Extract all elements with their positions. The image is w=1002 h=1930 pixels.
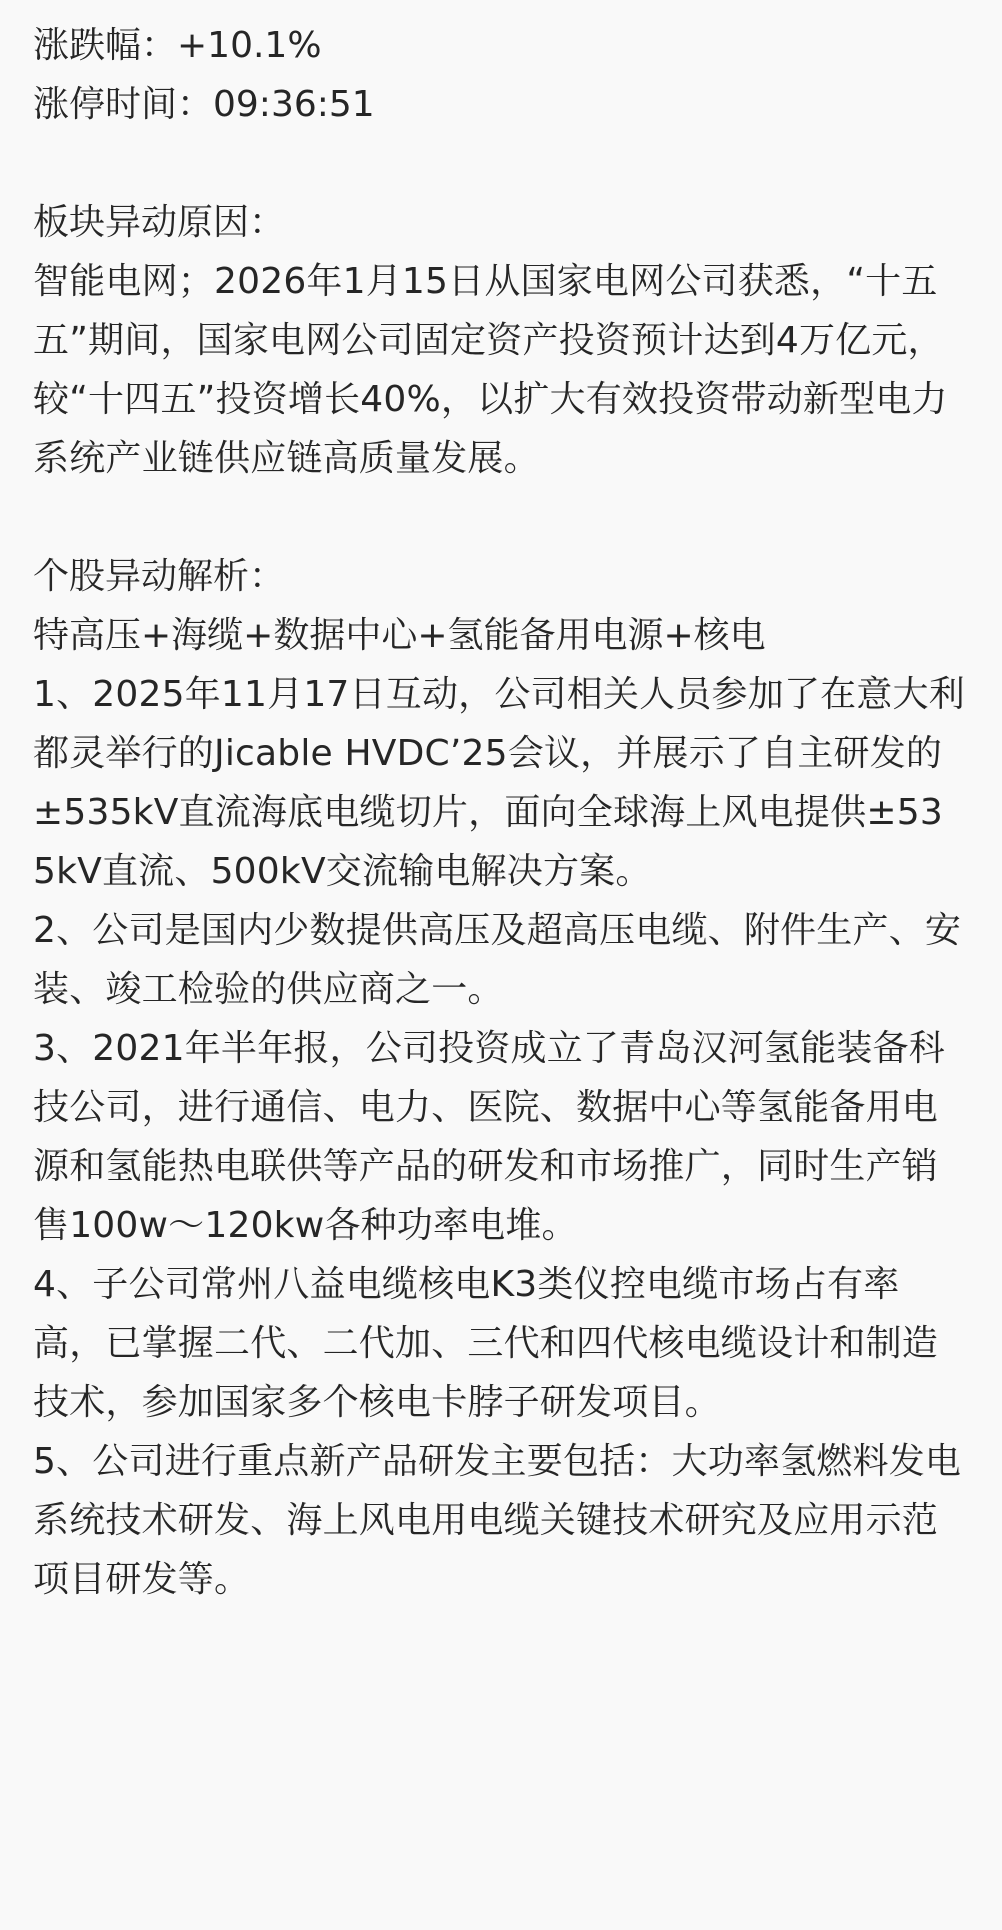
analysis-item: 5、公司进行重点新产品研发主要包括：大功率氢燃料发电系统技术研发、海上风电用电缆关键技术研究及应用示范项目研发等。 <box>33 1441 962 1600</box>
blank-line <box>33 134 966 193</box>
sector-reason-body: 智能电网；2026年1月15日从国家电网公司获悉，“十五五”期间，国家电网公司固定资产投资预计达到4万亿元，较“十四五”投资增长40%，以扩大有效投资带动新型电力系统产业链供应链高质量发展。 <box>33 261 948 479</box>
analysis-item: 2、公司是国内少数提供高压及超高压电缆、附件生产、安装、竣工检验的供应商之一。 <box>33 910 962 1010</box>
price-change-line: 涨跌幅：+10.1% <box>33 25 322 66</box>
blank-line <box>33 488 966 547</box>
analysis-item: 3、2021年半年报，公司投资成立了青岛汉河氢能装备科技公司，进行通信、电力、医院、数据中心等氢能备用电源和氢能热电联供等产品的研发和市场推广，同时生产销售100w～120kw各种功率电堆。 <box>33 1028 945 1246</box>
limit-up-time-line: 涨停时间：09:36:51 <box>33 84 375 125</box>
sector-reason-heading: 板块异动原因： <box>33 202 286 243</box>
analysis-item: 4、子公司常州八益电缆核电K3类仪控电缆市场占有率高，已掌握二代、二代加、三代和四代核电缆设计和制造技术，参加国家多个核电卡脖子研发项目。 <box>33 1264 939 1423</box>
analysis-item: 1、2025年11月17日互动，公司相关人员参加了在意大利都灵举行的Jicable HVDC’25会议，并展示了自主研发的±535kV直流海底电缆切片，面向全球海上风电提供±535kV直流、500kV交流输电解决方案。 <box>33 674 965 892</box>
stock-tags: 特高压+海缆+数据中心+氢能备用电源+核电 <box>33 615 766 656</box>
stock-analysis-heading: 个股异动解析： <box>33 556 286 597</box>
